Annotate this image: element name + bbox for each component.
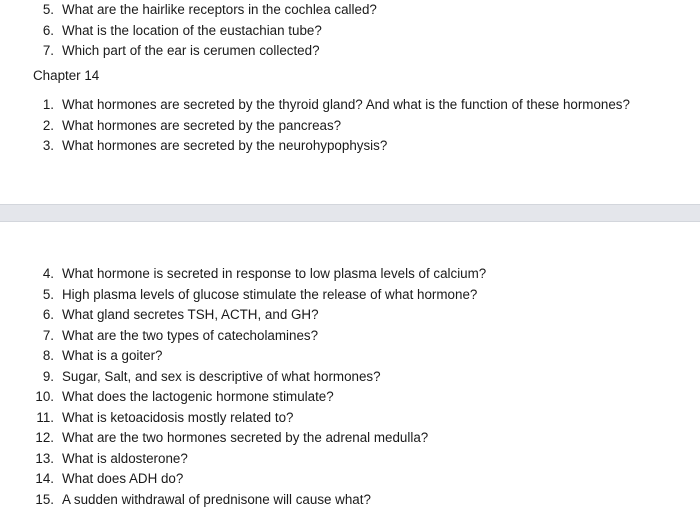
question-number: 6. xyxy=(30,305,54,326)
question-item xyxy=(30,387,486,408)
question-text: What are the two types of catecholamines? xyxy=(62,326,318,347)
question-number: 11. xyxy=(30,408,54,429)
question-text: What hormones are secreted by the thyroid gland? And what is the function of these hormones? xyxy=(62,95,630,116)
question-text: What hormone is secreted in response to low plasma levels of calcium? xyxy=(62,264,486,285)
question-text: What is the location of the eustachian tube? xyxy=(62,21,322,42)
question-number: 1. xyxy=(30,95,54,116)
question-item xyxy=(30,367,486,388)
question-number: 14. xyxy=(30,469,54,490)
question-number: 10. xyxy=(30,387,54,408)
question-item xyxy=(30,0,377,21)
question-item xyxy=(30,346,486,367)
question-number: 5. xyxy=(30,285,54,306)
question-number: 4. xyxy=(30,264,54,285)
chapter14-question-list-part1 xyxy=(30,95,630,157)
question-number: 9. xyxy=(30,367,54,388)
question-number: 2. xyxy=(30,116,54,137)
question-text: What is a goiter? xyxy=(62,346,162,367)
question-item xyxy=(30,21,377,42)
question-text: What gland secretes TSH, ACTH, and GH? xyxy=(62,305,319,326)
question-number: 12. xyxy=(30,428,54,449)
question-number: 15. xyxy=(30,490,54,510)
question-number: 6. xyxy=(30,21,54,42)
question-number: 3. xyxy=(30,136,54,157)
question-item xyxy=(30,116,630,137)
document-page-bottom xyxy=(0,222,700,509)
question-text: Sugar, Salt, and sex is descriptive of what hormones? xyxy=(62,367,381,388)
question-item xyxy=(30,490,486,510)
chapter-heading: Chapter 14 xyxy=(33,66,99,86)
question-item xyxy=(30,428,486,449)
document-page-top xyxy=(0,0,700,204)
question-number: 8. xyxy=(30,346,54,367)
question-item xyxy=(30,95,630,116)
question-item xyxy=(30,264,486,285)
question-item xyxy=(30,408,486,429)
question-text: What is ketoacidosis mostly related to? xyxy=(62,408,293,429)
question-text: What are the hairlike receptors in the cochlea called? xyxy=(62,0,377,21)
question-item xyxy=(30,136,630,157)
question-item xyxy=(30,326,486,347)
question-text: High plasma levels of glucose stimulate the release of what hormone? xyxy=(62,285,477,306)
question-number: 7. xyxy=(30,326,54,347)
question-number: 7. xyxy=(30,41,54,62)
question-number: 5. xyxy=(30,0,54,21)
question-number: 13. xyxy=(30,449,54,470)
question-text: A sudden withdrawal of prednisone will cause what? xyxy=(62,490,371,510)
question-item xyxy=(30,449,486,470)
chapter14-question-list-part2 xyxy=(30,264,486,510)
question-text: What does the lactogenic hormone stimulate? xyxy=(62,387,334,408)
page-separator xyxy=(0,204,700,222)
question-item xyxy=(30,285,486,306)
question-text: What hormones are secreted by the neurohypophysis? xyxy=(62,136,387,157)
question-text: What hormones are secreted by the pancreas? xyxy=(62,116,341,137)
question-item xyxy=(30,469,486,490)
question-text: Which part of the ear is cerumen collected? xyxy=(62,41,320,62)
question-text: What is aldosterone? xyxy=(62,449,188,470)
question-item xyxy=(30,305,486,326)
question-text: What does ADH do? xyxy=(62,469,183,490)
question-item xyxy=(30,41,377,62)
question-text: What are the two hormones secreted by the adrenal medulla? xyxy=(62,428,428,449)
ear-question-list xyxy=(30,0,377,62)
